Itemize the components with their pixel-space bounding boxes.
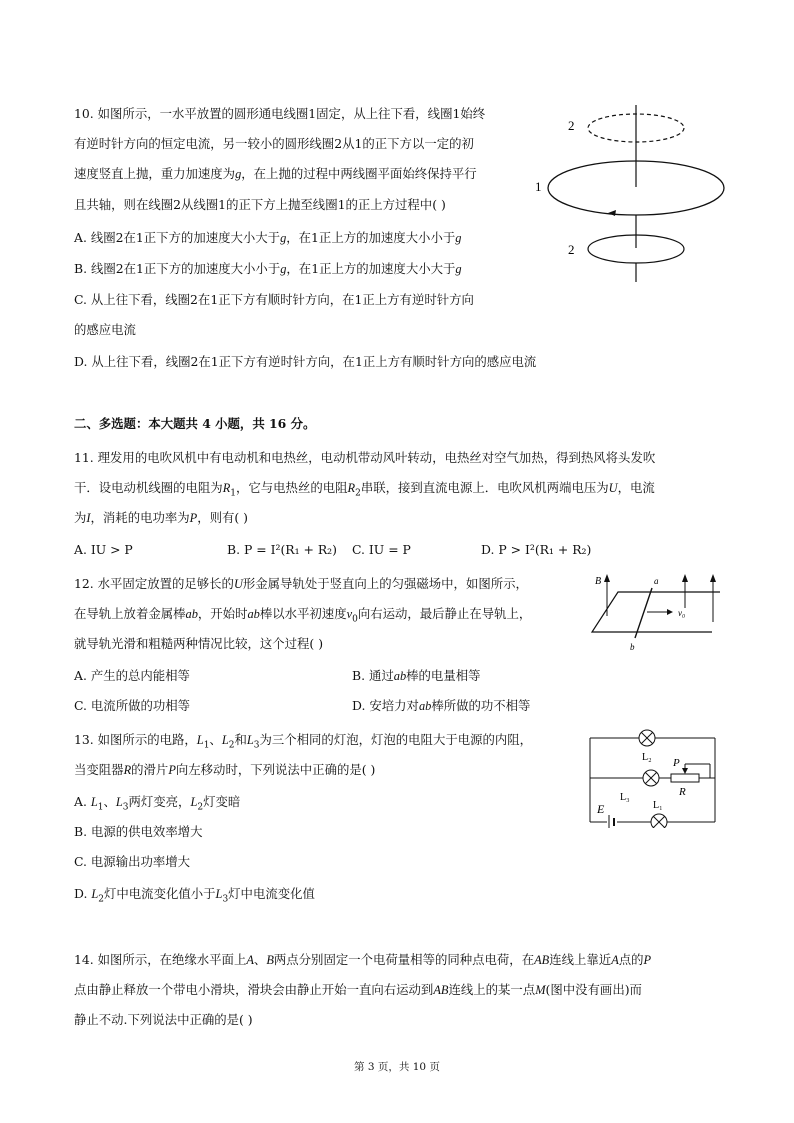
q12-line-1: 12. 水平固定放置的足够长的U形金属导轨处于竖直向上的匀强磁场中，如图所示， — [74, 576, 528, 591]
q10-coil-figure — [525, 100, 725, 285]
q11-option-d: D. P > I²(R₁ + R₂) — [481, 542, 592, 557]
q11-option-c: C. IU = P — [352, 542, 411, 557]
velocity-arrow-icon — [667, 609, 673, 615]
q13-option-b: B. 电源的供电效率增大 — [74, 824, 203, 839]
q10-option-c-cont: 的感应电流 — [74, 322, 136, 337]
fig-label-B: B — [595, 576, 602, 587]
fig-label-1: 1 — [535, 179, 542, 194]
q13-line-1: 13. 如图所示的电路，$L_1$、$L_2$和$L_3$为三个相同的灯泡，灯泡的电阻大于电源的内阻， — [74, 732, 533, 751]
fig-label-2-bottom: 2 — [568, 242, 575, 257]
lamp-L1 — [651, 814, 667, 828]
q12-option-b: B. 通过ab棒的电量相等 — [352, 668, 481, 683]
q10-option-b: B. 线圈2在1正下方的加速度大小小于g，在1正上方的加速度大小大于g — [74, 261, 462, 276]
fig-label-b: b — [630, 642, 635, 652]
fig-label-L2: L₂ — [642, 752, 652, 763]
q10-line-4: 且共轴，则在线圈2从线圈1的正下方上抛至线圈1的正上方过程中( ) — [74, 197, 446, 212]
field-arrow-icon — [682, 574, 688, 582]
q11-option-a: A. IU > P — [74, 542, 133, 557]
q12-option-c: C. 电流所做的功相等 — [74, 698, 191, 713]
q12-option-d: D. 安培力对ab棒所做的功不相等 — [352, 698, 531, 713]
q13-option-d: D. $L_2$灯中电流变化值小于$L_3$灯中电流变化值 — [74, 886, 315, 905]
metal-rod-ab — [635, 588, 652, 638]
q14-line-2: 点由静止释放一个带电小滑块，滑块会由静止开始一直向右运动到AB连线上的某一点M(图中没有画出)而 — [74, 982, 642, 997]
q14-line-3: 静止不动.下列说法中正确的是( ) — [74, 1012, 253, 1027]
q12-line-3: 就导轨光滑和粗糙两种情况比较，这个过程( ) — [74, 636, 324, 651]
fig-label-L1: L₁ — [653, 800, 663, 811]
q11-option-b: B. P = I²(R₁ + R₂) — [227, 542, 337, 557]
q13-option-a: A. $L_1$、$L_3$两灯变亮，$L_2$灯变暗 — [74, 794, 241, 813]
q12-rail-figure — [590, 570, 740, 655]
q10-option-c: C. 从上往下看，线圈2在1正下方有顺时针方向，在1正上方有逆时针方向 — [74, 292, 474, 307]
lamp-L3 — [643, 770, 659, 786]
page-footer: 第 3 页，共 10 页 — [354, 1061, 440, 1073]
q13-line-2: 当变阻器R的滑片P向左移动时，下列说法中正确的是( ) — [74, 762, 376, 777]
q10-line-2: 有逆时针方向的恒定电流，另一较小的圆形线圈2从1的正下方以一定的初 — [74, 136, 474, 151]
q13-option-c: C. 电源输出功率增大 — [74, 854, 191, 869]
fig-label-E: E — [597, 802, 605, 816]
q10-option-d: D. 从上往下看，线圈2在1正下方有逆时针方向，在1正上方有顺时针方向的感应电流 — [74, 354, 537, 369]
q14-line-1: 14. 如图所示，在绝缘水平面上A、B两点分别固定一个电荷量相等的同种点电荷，在AB连线上靠近A点的P — [74, 952, 652, 967]
fig-label-R: R — [679, 786, 686, 798]
fig-label-L3: L₃ — [620, 792, 630, 803]
field-arrow-icon — [710, 574, 716, 582]
fig-label-2-top: 2 — [568, 118, 575, 133]
q12-line-2: 在导轨上放着金属棒ab，开始时ab棒以水平初速度$v_0$向右运动，最后静止在导轨上， — [74, 606, 532, 625]
q10-line-1: 10. 如图所示，一水平放置的圆形通电线圈1固定，从上往下看，线圈1始终 — [74, 106, 486, 121]
q10-line-3: 速度竖直上抛，重力加速度为g，在上抛的过程中两线圈平面始终保持平行 — [74, 166, 477, 181]
q10-option-a: A. 线圈2在1正下方的加速度大小大于g，在1正上方的加速度大小小于g — [74, 230, 462, 245]
field-arrow-icon — [604, 574, 610, 582]
q11-line-1: 11. 理发用的电吹风机中有电动机和电热丝，电动机带动风叶转动，电热丝对空气加热，得到热风将头发吹 — [74, 450, 656, 465]
rheostat-R — [671, 774, 699, 782]
fig-label-a: a — [654, 576, 659, 586]
q11-line-2: 干．设电动机线圈的电阻为$R_1$，它与电热丝的电阻$R_2$串联，接到直流电源上．电吹风机两端电压为U，电流 — [74, 480, 655, 499]
fig-label-P: P — [673, 757, 680, 769]
section-heading: 二、多选题：本大题共 4 小题，共 16 分。 — [74, 416, 316, 431]
q12-option-a: A. 产生的总内能相等 — [74, 668, 190, 683]
fig-label-v0: v₀ — [678, 608, 686, 618]
q11-line-3: 为I，消耗的电功率为P，则有( ) — [74, 510, 249, 525]
q13-circuit-figure — [585, 728, 725, 828]
slider-arrow-icon — [682, 768, 688, 774]
lamp-L2 — [639, 730, 655, 746]
